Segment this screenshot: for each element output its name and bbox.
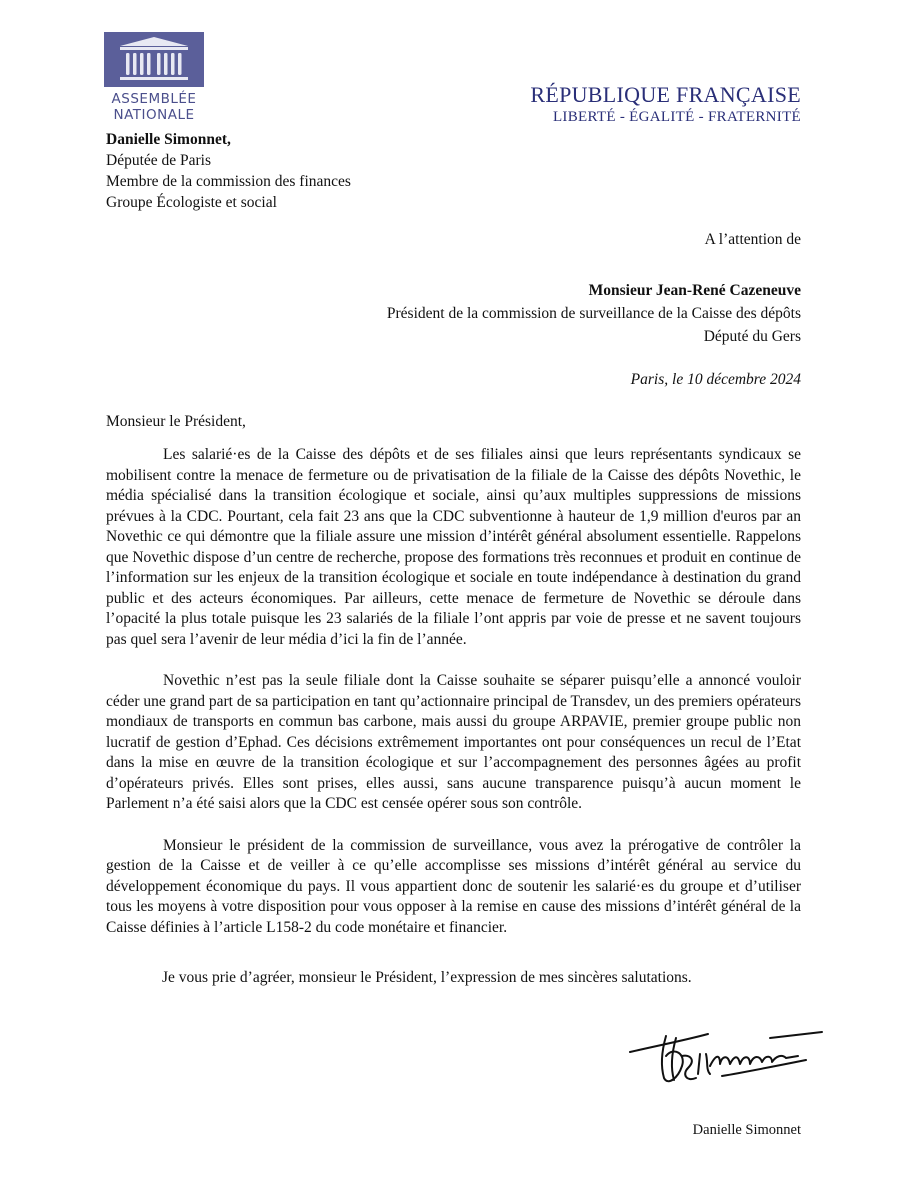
sender-role: Députée de Paris [106,152,212,169]
paragraph-3: Monsieur le président de la commission de surveillance, vous avez la prérogative de contrôler la gestion de la Caisse et de veiller à ce qu’elle accomplisse ses missions d’intérêt général au service du développement économique du pays. Il vous appartient donc de soutenir les salarié·es du groupe et d’utiliser tous les moyens à votre disposition pour vous opposer à la remise en cause des missions d’intérêt général de la Caisse définies à l’article L158-2 du code monétaire et financier. [106,836,801,936]
sender-commission: Membre de la commission des finances [106,173,351,190]
republique-motto: LIBERTÉ - ÉGALITÉ - FRATERNITÉ [552,109,801,125]
attention-line: A l’attention de [704,231,801,248]
republique-title: RÉPUBLIQUE FRANÇAISE [530,82,801,107]
assemblee-nationale-logo [100,32,204,124]
sender-block [106,129,351,213]
letter-body [106,445,801,959]
republique-header [530,82,801,126]
hemicycle-icon [104,32,204,87]
recipient-title: Président de la commission de surveillance de la Caisse des dépôts [386,305,801,322]
recipient-block [387,279,801,348]
sender-name: Danielle Simonnet, [106,131,231,148]
recipient-role: Député du Gers [703,328,801,345]
recipient-name: Monsieur Jean-René Cazeneuve [588,282,801,299]
paragraph-2: Novethic n’est pas la seule filiale dont la Caisse souhaite se séparer puisqu’elle a annoncé vouloir céder une grand part de sa participation en tant qu’actionnaire principal de Transdev, un des premiers opérateurs mondiaux de transports en commun bas carbone, mais aussi du groupe ARPAVIE, premier groupe public non lucratif de gestion d’Ephad. Ces décisions extrêmement importantes ont pour conséquences un recul de l’Etat dans la mise en œuvre de la transition écologique et sur l’accompagnement des personnes âgées au profit d’opérateurs privés. Elles sont prises, elles aussi, sans aucune transparence puisqu’à aucun moment le Parlement n’a été saisi alors que la CDC est censée opérer sous son contrôle. [106,672,801,812]
paragraph-1: Les salarié·es de la Caisse des dépôts et de ses filiales ainsi que leurs représentants syndicaux se mobilisent contre la menace de fermeture ou de privatisation de la filiale de la Caisse des dépôts Novethic, le média spécialisé dans la transition écologique et sociale, ainsi qu’aux multiples suppressions de missions prévues à la CDC. Pourtant, cela fait 23 ans que la CDC subventionne à hauteur de 1,9 million d'euros par an Novethic ce qui démontre que la filiale assure une mission d’intérêt général absolument essentielle. Rappelons que Novethic dispose d’un centre de recherche, propose des formations très reconnues et produit en continue de l’information sur les enjeux de la transition écologique et sociale en toute indépendance à destination du grand public et des acteurs économiques. Par ailleurs, cette menace de fermeture de Novethic se déroule dans l’opacité la plus totale puisque les 23 salariés de la filiale l’ont appris par voie de presse et ne savent toujours pas quel sera l’avenir de leur média d’ici la fin de l’année. [106,446,801,648]
salutation: Monsieur le Président, [106,413,246,430]
logo-line-2: NATIONALE [113,107,195,123]
handwritten-signature [626,1016,836,1094]
sender-group: Groupe Écologiste et social [106,194,277,211]
logo-line-1: ASSEMBLÉE [111,91,197,107]
letter-date: Paris, le 10 décembre 2024 [630,371,801,388]
closing-line: Je vous prie d’agréer, monsieur le Président, l’expression de mes sincères salutations. [162,969,692,986]
signature-name: Danielle Simonnet [692,1122,801,1138]
